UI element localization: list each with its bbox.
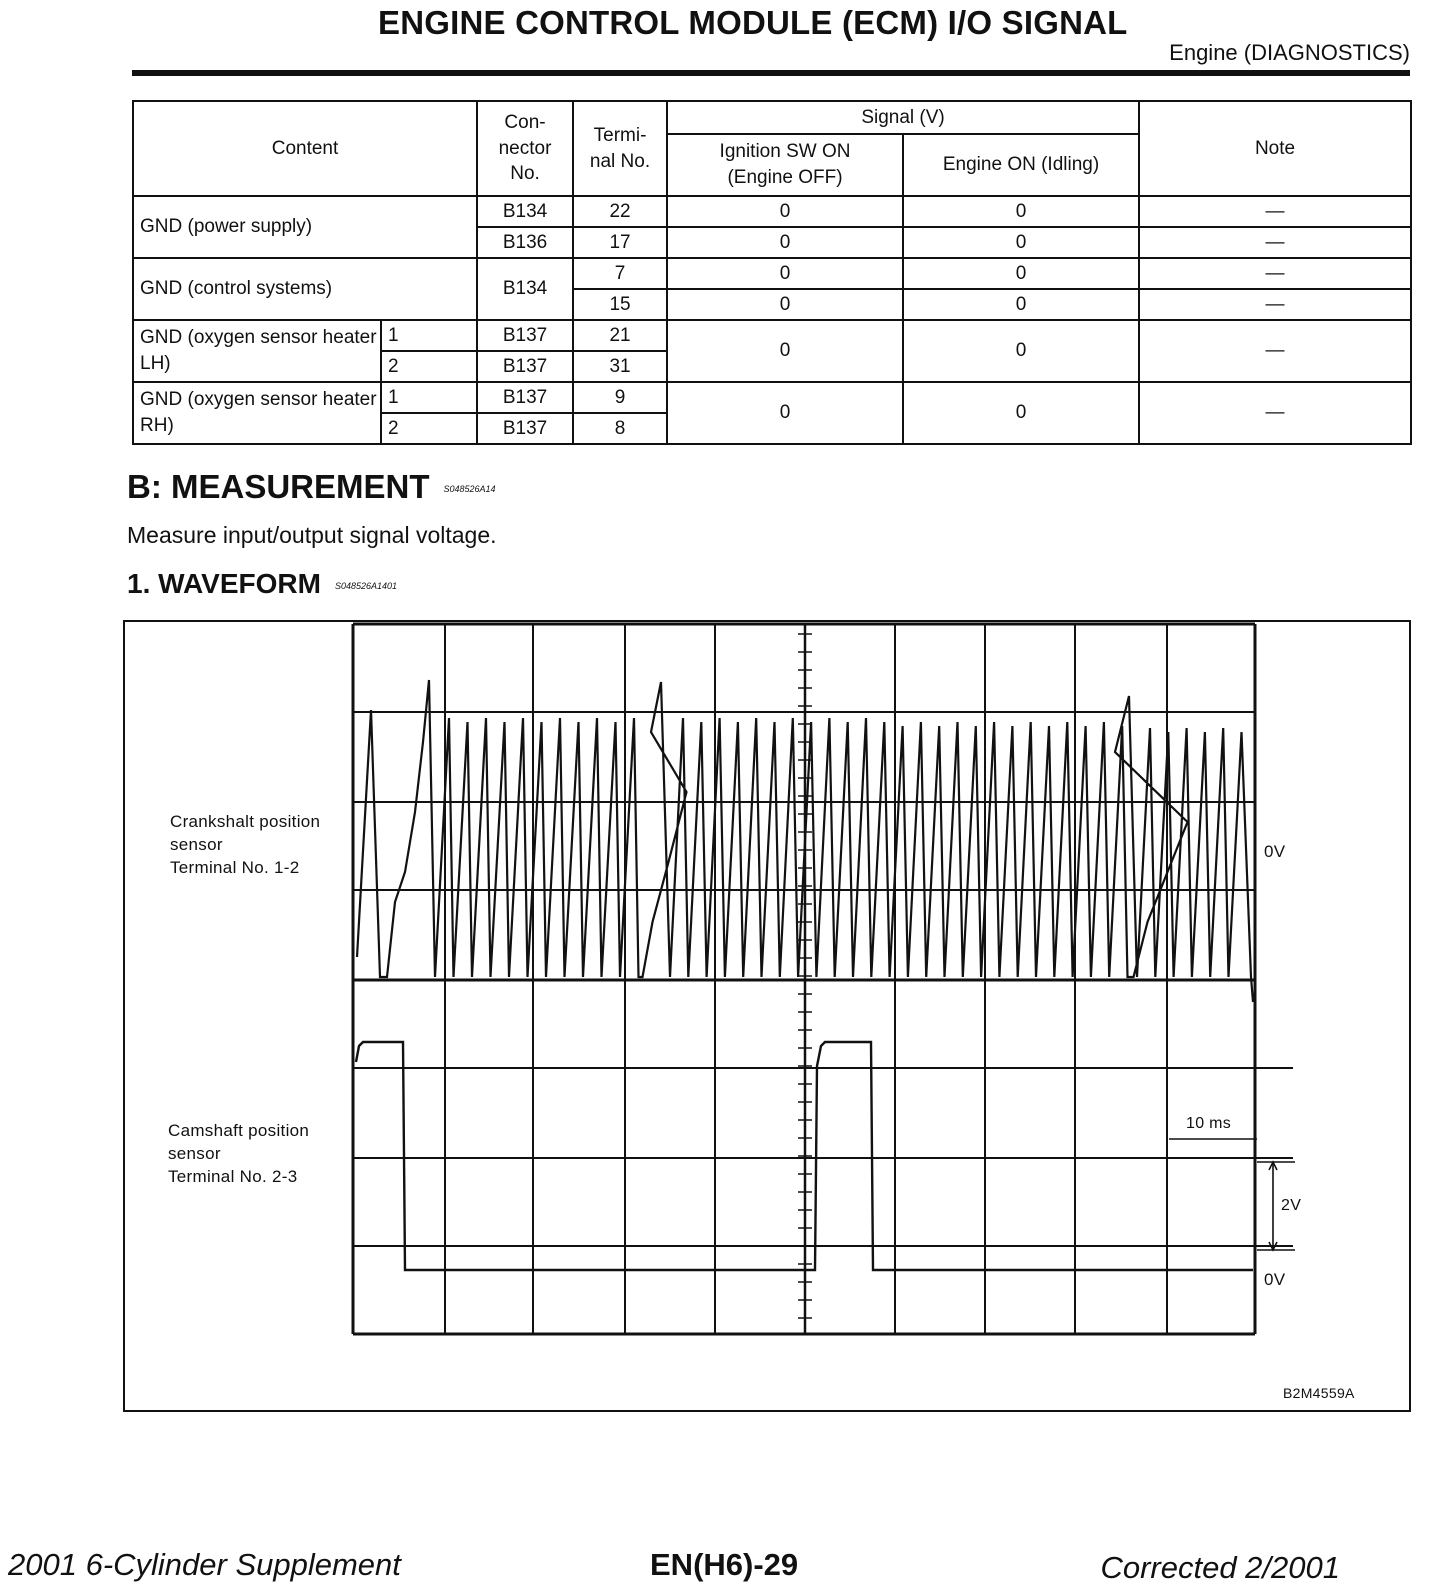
cell-connector: B137: [477, 320, 573, 351]
cell-ignition: 0: [667, 320, 903, 382]
scope-grid: [353, 624, 1293, 1334]
measurement-heading-text: B: MEASUREMENT: [127, 468, 430, 505]
cell-note: —: [1139, 320, 1411, 382]
cell-connector: B137: [477, 351, 573, 382]
header-note: Note: [1139, 101, 1411, 196]
footer-page-number: EN(H6)-29: [650, 1547, 799, 1582]
table-row: [133, 258, 1411, 289]
ecm-signal-table: [132, 100, 1412, 445]
cell-terminal: 21: [573, 320, 667, 351]
cell-note: —: [1139, 382, 1411, 444]
volt-scale-label: 2V: [1281, 1197, 1302, 1214]
cell-sub-no: 1: [381, 382, 477, 413]
cell-connector: B137: [477, 413, 573, 444]
cell-note: —: [1139, 227, 1411, 258]
page-title: ENGINE CONTROL MODULE (ECM) I/O SIGNAL: [378, 4, 1128, 41]
cell-terminal: 22: [573, 196, 667, 227]
cell-sub-no: 1: [381, 320, 477, 351]
cell-terminal: 17: [573, 227, 667, 258]
cell-terminal: 15: [573, 289, 667, 320]
waveform-heading-text: 1. WAVEFORM: [127, 568, 321, 599]
cell-note: —: [1139, 258, 1411, 289]
cell-note: —: [1139, 196, 1411, 227]
crank-zero-label: 0V: [1264, 842, 1286, 861]
cell-sub-no: 2: [381, 413, 477, 444]
crankshaft-label: Crankshalt position sensor Terminal No. 1-2: [170, 812, 321, 877]
cell-engine-on: 0: [903, 320, 1139, 382]
header-engine-on: Engine ON (Idling): [903, 134, 1139, 196]
cell-engine-on: 0: [903, 289, 1139, 320]
waveform-code: S048526A1401: [334, 580, 397, 591]
cell-ignition: 0: [667, 382, 903, 444]
header-connector-no: Con- nector No.: [477, 101, 573, 196]
header-terminal-no: Termi- nal No.: [573, 101, 667, 196]
cell-terminal: 8: [573, 413, 667, 444]
measurement-heading: [127, 468, 496, 506]
cell-ignition: 0: [667, 227, 903, 258]
figure-id: B2M4559A: [1283, 1385, 1355, 1401]
scale-markers: [1169, 1139, 1295, 1250]
time-scale-label: 10 ms: [1186, 1115, 1232, 1132]
cell-sub-no: 2: [381, 351, 477, 382]
cell-content: GND (power supply): [133, 196, 477, 258]
cell-ignition: 0: [667, 196, 903, 227]
header-signal: Signal (V): [667, 101, 1139, 134]
cell-ignition: 0: [667, 289, 903, 320]
cell-note: —: [1139, 289, 1411, 320]
camshaft-label: Camshaft position sensor Terminal No. 2-3: [168, 1121, 310, 1186]
header-ignition-sw-on: Ignition SW ON (Engine OFF): [667, 134, 903, 196]
cam-zero-label: 0V: [1264, 1270, 1286, 1289]
footer-revision: Corrected 2/2001: [1100, 1550, 1340, 1585]
cell-terminal: 7: [573, 258, 667, 289]
cell-connector: B136: [477, 227, 573, 258]
cell-content: GND (oxygen sensor heater RH): [133, 382, 381, 444]
table-row: [133, 196, 1411, 227]
header-rule: [132, 70, 1410, 76]
cell-engine-on: 0: [903, 258, 1139, 289]
cell-connector: B134: [477, 258, 573, 320]
table-row: [133, 382, 1411, 413]
waveform-heading: [127, 568, 397, 600]
section-subtitle: Engine (DIAGNOSTICS): [1169, 40, 1410, 65]
footer-publication: 2001 6-Cylinder Supplement: [8, 1547, 401, 1582]
cell-engine-on: 0: [903, 196, 1139, 227]
measurement-code: S048526A14: [443, 484, 496, 495]
cell-connector: B137: [477, 382, 573, 413]
cell-content: GND (oxygen sensor heater LH): [133, 320, 381, 382]
measurement-intro: Measure input/output signal voltage.: [127, 522, 497, 548]
cell-connector: B134: [477, 196, 573, 227]
cell-engine-on: 0: [903, 227, 1139, 258]
table-row: [133, 320, 1411, 351]
table-header-row: [133, 101, 1411, 134]
waveform-figure: [123, 620, 1411, 1412]
cell-terminal: 31: [573, 351, 667, 382]
cell-content: GND (control systems): [133, 258, 477, 320]
cell-terminal: 9: [573, 382, 667, 413]
cell-ignition: 0: [667, 258, 903, 289]
oscilloscope-display: [125, 622, 1409, 1410]
cell-engine-on: 0: [903, 382, 1139, 444]
header-content: Content: [133, 101, 477, 196]
